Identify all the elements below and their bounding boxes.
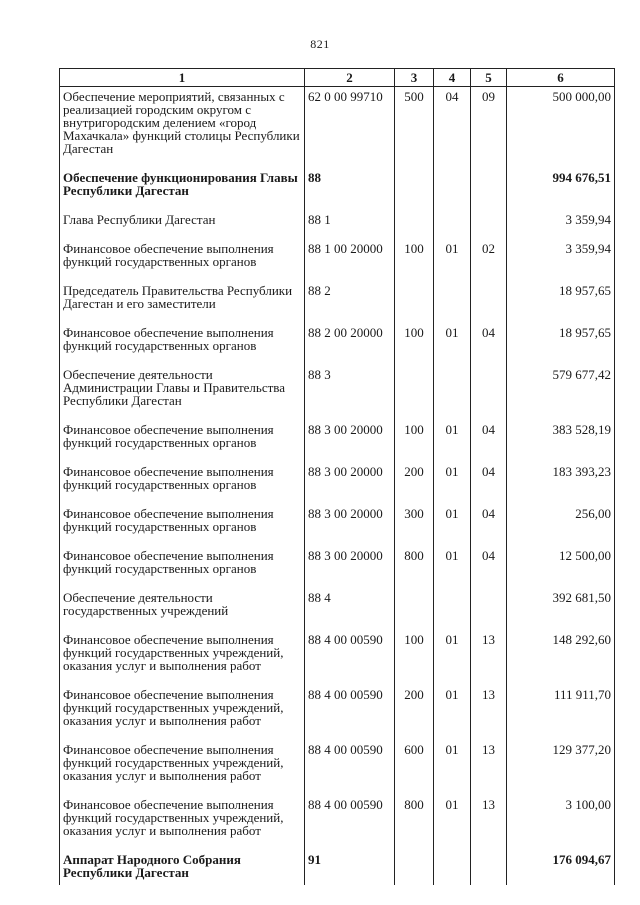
row-name: Финансовое обеспечение выполнения функций государственных органов <box>60 465 305 507</box>
table-row <box>60 549 615 591</box>
row-code: 62 0 00 99710 <box>305 87 395 172</box>
row-col-5: 09 <box>471 87 507 172</box>
row-code: 88 4 <box>305 591 395 633</box>
table-row <box>60 423 615 465</box>
table-row <box>60 633 615 688</box>
budget-table <box>59 68 615 885</box>
row-name: Финансовое обеспечение выполнения функций государственных органов <box>60 507 305 549</box>
row-col-3: 800 <box>395 798 434 853</box>
row-sum: 111 911,70 <box>507 688 615 743</box>
row-code: 88 4 00 00590 <box>305 633 395 688</box>
header-col-2: 2 <box>305 69 395 87</box>
row-col-5: 13 <box>471 688 507 743</box>
row-col-3: 200 <box>395 465 434 507</box>
row-col-3: 100 <box>395 326 434 368</box>
row-code: 88 1 <box>305 213 395 242</box>
row-name: Аппарат Народного Собрания Республики Дагестан <box>60 853 305 885</box>
row-col-5: 04 <box>471 326 507 368</box>
row-name: Финансовое обеспечение выполнения функций государственных органов <box>60 242 305 284</box>
row-col-5: 04 <box>471 507 507 549</box>
row-col-3 <box>395 171 434 213</box>
row-col-5 <box>471 853 507 885</box>
row-col-5: 13 <box>471 633 507 688</box>
row-col-4 <box>434 171 471 213</box>
row-col-4 <box>434 853 471 885</box>
table-row <box>60 853 615 885</box>
row-col-3 <box>395 284 434 326</box>
row-sum: 183 393,23 <box>507 465 615 507</box>
row-name: Обеспечение деятельности Администрации Главы и Правительства Республики Дагестан <box>60 368 305 423</box>
row-col-5: 04 <box>471 423 507 465</box>
row-name: Финансовое обеспечение выполнения функций государственных органов <box>60 549 305 591</box>
row-name: Глава Республики Дагестан <box>60 213 305 242</box>
row-col-3: 100 <box>395 423 434 465</box>
header-col-4: 4 <box>434 69 471 87</box>
table-row <box>60 798 615 853</box>
row-name: Финансовое обеспечение выполнения функций государственных органов <box>60 423 305 465</box>
row-sum: 392 681,50 <box>507 591 615 633</box>
row-col-4 <box>434 213 471 242</box>
row-code: 88 2 00 20000 <box>305 326 395 368</box>
row-name: Финансовое обеспечение выполнения функций государственных учреждений, оказания услуг и выполнения работ <box>60 743 305 798</box>
row-sum: 500 000,00 <box>507 87 615 172</box>
row-code: 88 3 00 20000 <box>305 549 395 591</box>
row-code: 88 2 <box>305 284 395 326</box>
row-name: Финансовое обеспечение выполнения функций государственных органов <box>60 326 305 368</box>
row-sum: 3 359,94 <box>507 213 615 242</box>
row-col-5 <box>471 284 507 326</box>
row-col-4: 01 <box>434 549 471 591</box>
table-row <box>60 284 615 326</box>
row-col-5: 04 <box>471 465 507 507</box>
row-name: Финансовое обеспечение выполнения функций государственных учреждений, оказания услуг и выполнения работ <box>60 633 305 688</box>
row-col-4: 01 <box>434 242 471 284</box>
row-sum: 256,00 <box>507 507 615 549</box>
row-code: 91 <box>305 853 395 885</box>
row-name: Обеспечение мероприятий, связанных с реализацией городским округом с внутригородским делением «город Махачкала» функций столицы Республики Дагестан <box>60 87 305 172</box>
row-name: Финансовое обеспечение выполнения функций государственных учреждений, оказания услуг и выполнения работ <box>60 688 305 743</box>
table-row <box>60 743 615 798</box>
row-sum: 579 677,42 <box>507 368 615 423</box>
table-header-row <box>60 69 615 87</box>
row-col-4 <box>434 284 471 326</box>
row-col-3: 600 <box>395 743 434 798</box>
table-row <box>60 171 615 213</box>
row-sum: 383 528,19 <box>507 423 615 465</box>
row-col-3: 500 <box>395 87 434 172</box>
row-col-4: 04 <box>434 87 471 172</box>
table-row <box>60 242 615 284</box>
row-col-4: 01 <box>434 798 471 853</box>
table-body <box>60 87 615 886</box>
header-col-1: 1 <box>60 69 305 87</box>
row-col-4: 01 <box>434 743 471 798</box>
row-col-4: 01 <box>434 633 471 688</box>
row-col-4: 01 <box>434 423 471 465</box>
table-row <box>60 507 615 549</box>
row-sum: 12 500,00 <box>507 549 615 591</box>
row-col-5 <box>471 591 507 633</box>
row-col-5: 02 <box>471 242 507 284</box>
row-name: Председатель Правительства Республики Дагестан и его заместители <box>60 284 305 326</box>
row-col-4 <box>434 591 471 633</box>
table-row <box>60 87 615 172</box>
row-sum: 18 957,65 <box>507 326 615 368</box>
row-col-5: 04 <box>471 549 507 591</box>
table-row <box>60 326 615 368</box>
row-col-3: 100 <box>395 242 434 284</box>
row-name: Обеспечение функционирования Главы Республики Дагестан <box>60 171 305 213</box>
row-name: Обеспечение деятельности государственных учреждений <box>60 591 305 633</box>
row-col-3: 100 <box>395 633 434 688</box>
row-code: 88 3 <box>305 368 395 423</box>
row-col-5 <box>471 171 507 213</box>
row-col-3 <box>395 368 434 423</box>
row-sum: 176 094,67 <box>507 853 615 885</box>
row-col-4: 01 <box>434 688 471 743</box>
table-row <box>60 591 615 633</box>
row-col-4 <box>434 368 471 423</box>
row-col-4: 01 <box>434 465 471 507</box>
row-col-4: 01 <box>434 507 471 549</box>
row-col-5 <box>471 368 507 423</box>
row-sum: 18 957,65 <box>507 284 615 326</box>
row-col-3: 300 <box>395 507 434 549</box>
table-row <box>60 688 615 743</box>
table-row <box>60 465 615 507</box>
row-col-3 <box>395 853 434 885</box>
row-col-3: 800 <box>395 549 434 591</box>
row-code: 88 4 00 00590 <box>305 743 395 798</box>
row-name: Финансовое обеспечение выполнения функций государственных учреждений, оказания услуг и выполнения работ <box>60 798 305 853</box>
row-sum: 148 292,60 <box>507 633 615 688</box>
row-col-5: 13 <box>471 798 507 853</box>
row-sum: 3 100,00 <box>507 798 615 853</box>
header-col-3: 3 <box>395 69 434 87</box>
row-code: 88 4 00 00590 <box>305 688 395 743</box>
row-code: 88 1 00 20000 <box>305 242 395 284</box>
row-sum: 994 676,51 <box>507 171 615 213</box>
header-col-6: 6 <box>507 69 615 87</box>
page-number: 821 <box>310 37 330 51</box>
row-code: 88 3 00 20000 <box>305 465 395 507</box>
row-code: 88 4 00 00590 <box>305 798 395 853</box>
header-col-5: 5 <box>471 69 507 87</box>
table-row <box>60 368 615 423</box>
row-col-3: 200 <box>395 688 434 743</box>
table-row <box>60 213 615 242</box>
row-col-3 <box>395 213 434 242</box>
row-code: 88 3 00 20000 <box>305 507 395 549</box>
row-col-5 <box>471 213 507 242</box>
row-col-5: 13 <box>471 743 507 798</box>
row-col-4: 01 <box>434 326 471 368</box>
row-code: 88 <box>305 171 395 213</box>
row-code: 88 3 00 20000 <box>305 423 395 465</box>
row-sum: 3 359,94 <box>507 242 615 284</box>
row-col-3 <box>395 591 434 633</box>
row-sum: 129 377,20 <box>507 743 615 798</box>
